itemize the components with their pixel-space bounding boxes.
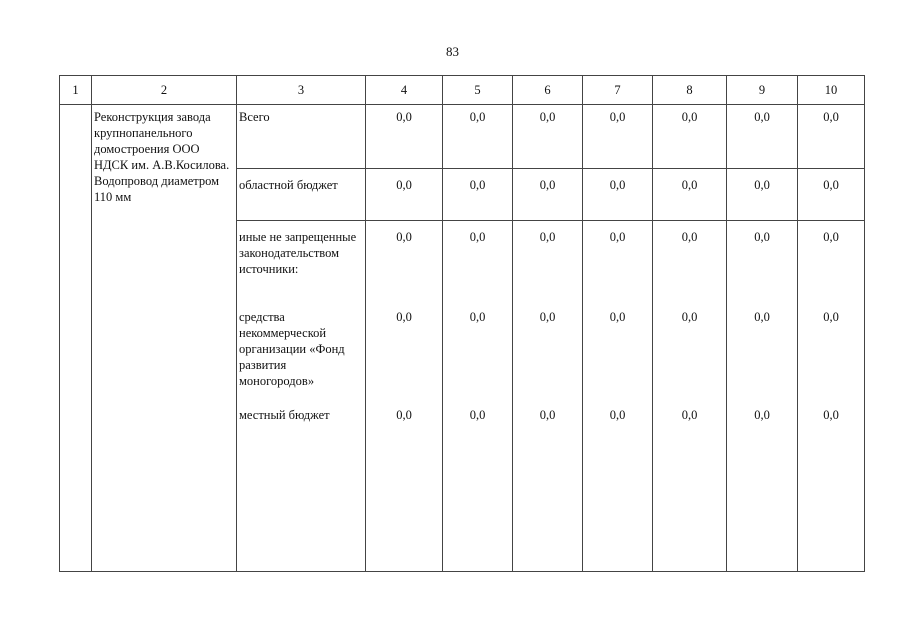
value-cell: 0,0	[609, 408, 626, 422]
value-cell: 0,0	[823, 408, 839, 422]
value-cell: 0,0	[798, 169, 865, 221]
row-label: средства некоммерческой организации «Фонд развития моногородов»	[239, 310, 345, 388]
sources-label-cell	[237, 221, 366, 572]
value-cell-group	[366, 221, 443, 572]
value-cell: 0,0	[469, 408, 486, 422]
value-cell: 0,0	[823, 310, 839, 324]
value-cell: 0,0	[539, 310, 556, 324]
header-cell: 7	[583, 76, 653, 105]
value-cell: 0,0	[681, 310, 698, 324]
table-row	[60, 105, 865, 169]
value-cell: 0,0	[539, 408, 556, 422]
value-cell: 0,0	[754, 230, 770, 244]
value-cell: 0,0	[823, 230, 839, 244]
header-cell: 8	[653, 76, 727, 105]
row-label: областной бюджет	[237, 169, 366, 221]
value-cell-group	[798, 221, 865, 572]
funding-table	[59, 75, 865, 572]
header-cell: 3	[237, 76, 366, 105]
value-cell: 0,0	[681, 408, 698, 422]
value-cell: 0,0	[653, 169, 727, 221]
header-cell: 4	[366, 76, 443, 105]
object-name: Реконструкция завода крупнопанельного домостроения ООО НДСК им. А.В.Косилова. Водопровод диаметром 110 мм	[92, 105, 237, 572]
value-cell: 0,0	[583, 169, 653, 221]
row-label: иные не запрещенные законодательством источники:	[239, 230, 357, 276]
value-cell: 0,0	[366, 105, 443, 169]
value-cell-group	[513, 221, 583, 572]
value-cell: 0,0	[513, 169, 583, 221]
value-cell-group	[727, 221, 798, 572]
value-cell: 0,0	[539, 230, 556, 244]
header-cell: 10	[798, 76, 865, 105]
value-cell: 0,0	[653, 105, 727, 169]
value-cell: 0,0	[396, 408, 412, 422]
header-cell: 9	[727, 76, 798, 105]
page-number: 83	[446, 44, 459, 59]
header-row	[60, 76, 865, 105]
value-cell: 0,0	[609, 230, 626, 244]
row-number-cell	[60, 105, 92, 572]
value-cell-group	[443, 221, 513, 572]
header-cell: 2	[92, 76, 237, 105]
value-cell: 0,0	[396, 310, 412, 324]
value-cell: 0,0	[583, 105, 653, 169]
header-cell: 5	[443, 76, 513, 105]
value-cell: 0,0	[469, 310, 486, 324]
value-cell: 0,0	[681, 230, 698, 244]
value-cell: 0,0	[513, 105, 583, 169]
value-cell: 0,0	[443, 105, 513, 169]
value-cell: 0,0	[396, 230, 412, 244]
row-label: местный бюджет	[239, 408, 330, 422]
value-cell-group	[653, 221, 727, 572]
value-cell: 0,0	[609, 310, 626, 324]
row-label: Всего	[237, 105, 366, 169]
value-cell-group	[583, 221, 653, 572]
header-cell: 1	[60, 76, 92, 105]
value-cell: 0,0	[727, 169, 798, 221]
value-cell: 0,0	[469, 230, 486, 244]
value-cell: 0,0	[727, 105, 798, 169]
value-cell: 0,0	[443, 169, 513, 221]
value-cell: 0,0	[798, 105, 865, 169]
value-cell: 0,0	[754, 408, 770, 422]
header-cell: 6	[513, 76, 583, 105]
value-cell: 0,0	[366, 169, 443, 221]
value-cell: 0,0	[754, 310, 770, 324]
